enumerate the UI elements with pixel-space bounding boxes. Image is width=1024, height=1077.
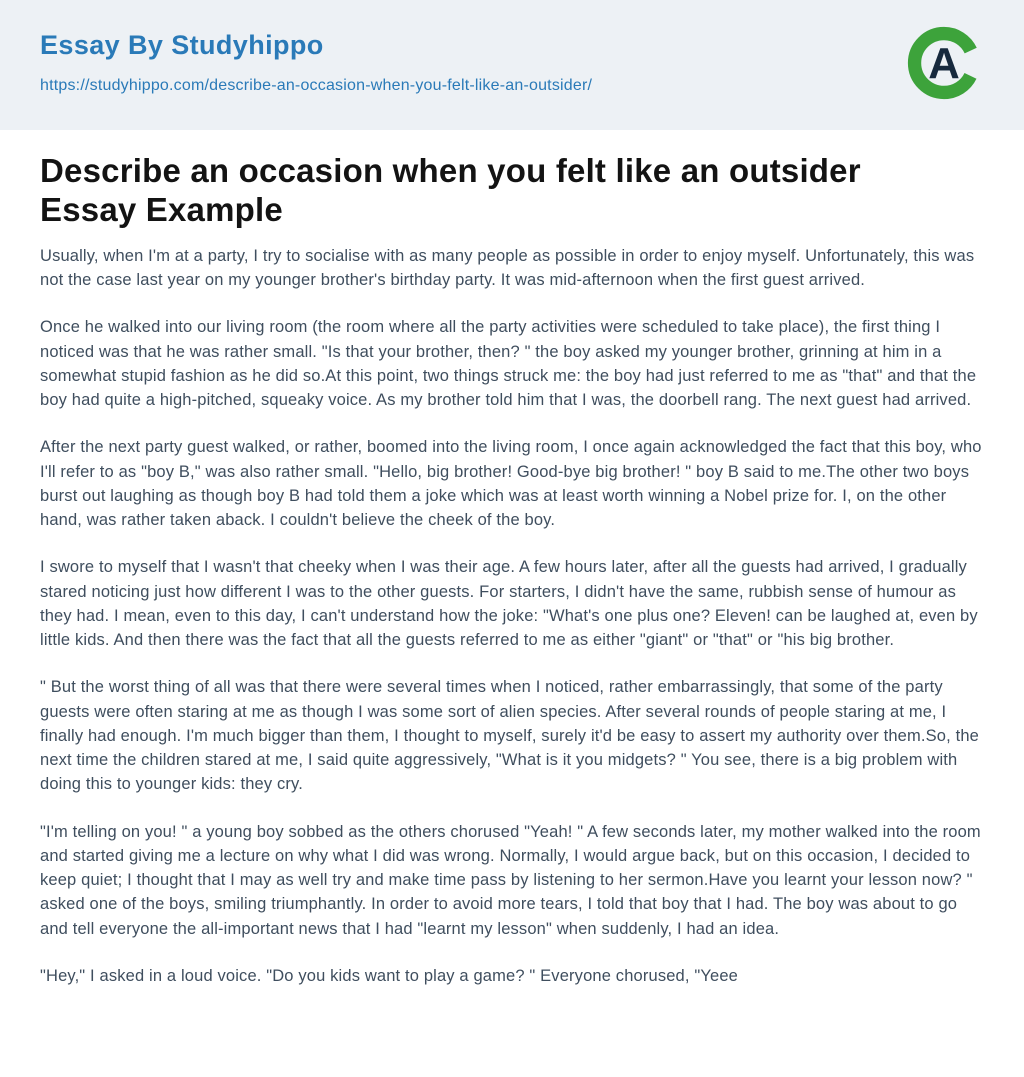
essay-paragraph: I swore to myself that I wasn't that cheeky when I was their age. A few hours later, after all the guests had arrived, I gradually stared noticing just how different I was to the other guests. For starters, I didn't have the same, rubbish sense of humour as they had. I mean, even to this day, I can't understand how the joke: "What's one plus one? Eleven! can be laughed at, even by little kids. And then there was the fact that all the guests referred to me as either "giant" or "that" or "his big brother. [40, 558, 978, 650]
studyhippo-logo [906, 25, 982, 101]
site-header [0, 0, 1024, 130]
source-url-link[interactable]: https://studyhippo.com/describe-an-occasion-when-you-felt-like-an-outsider/ [40, 77, 593, 94]
essay-body [40, 244, 984, 988]
essay-paragraph: Usually, when I'm at a party, I try to socialise with as many people as possible in order to enjoy myself. Unfortunately, this was not the case last year on my younger brother's birthday party. It was mid-afternoon when the first guest arrived. [40, 246, 975, 290]
site-title: Essay By Studyhippo [40, 30, 324, 60]
essay-paragraph: Once he walked into our living room (the room where all the party activities were scheduled to take place), the first thing I noticed was that he was rather small. "Is that your brother, then? " the boy asked my younger brother, grinning at him in a somewhat stupid fashion as he did so.At this point, two things struck me: the boy had just referred to me as "that" and that the boy had quite a high-pitched, squeaky voice. As my brother told him that I was, the doorbell rang. The next guest had arrived. [40, 318, 977, 410]
article-title: Describe an occasion when you felt like an outsider Essay Example [40, 152, 861, 228]
logo-ring-icon [906, 25, 982, 101]
logo-letter: A [928, 39, 960, 89]
essay-paragraph: "Hey," I asked in a loud voice. "Do you kids want to play a game? " Everyone chorused, "Yeee [40, 966, 738, 985]
essay-paragraph: "I'm telling on you! " a young boy sobbed as the others chorused "Yeah! " A few seconds later, my mother walked into the room and started giving me a lecture on why what I did was wrong. Normally, I would argue back, but on this occasion, I decided to keep quiet; I thought that I may as well try and make time pass by listening to her sermon.Have you learnt your lesson now? " asked one of the boys, smiling triumphantly. In order to avoid more tears, I told that boy that I had. The boy was about to go and tell everyone the all-important news that I had "learnt my lesson" when suddenly, I had an idea. [40, 822, 981, 938]
article-content [0, 130, 1024, 1028]
essay-paragraph: After the next party guest walked, or rather, boomed into the living room, I once again acknowledged the fact that this boy, who I'll refer to as "boy B," was also rather small. "Hello, big brother! Good-bye big brother! " boy B said to me.The other two boys burst out laughing as though boy B had told them a joke which was at least worth winning a Nobel prize for. I, on the other hand, was rather taken aback. I couldn't believe the cheek of the boy. [40, 438, 982, 530]
essay-paragraph: " But the worst thing of all was that there were several times when I noticed, rather embarrassingly, that some of the party guests were often staring at me as though I was some sort of alien species. After several rounds of people staring at me, I finally had enough. I'm much bigger than them, I thought to myself, surely it'd be easy to assert my authority over them.So, the next time the children stared at me, I said quite aggressively, "What is it you midgets? " You see, there is a big problem with doing this to younger kids: they cry. [40, 678, 979, 794]
